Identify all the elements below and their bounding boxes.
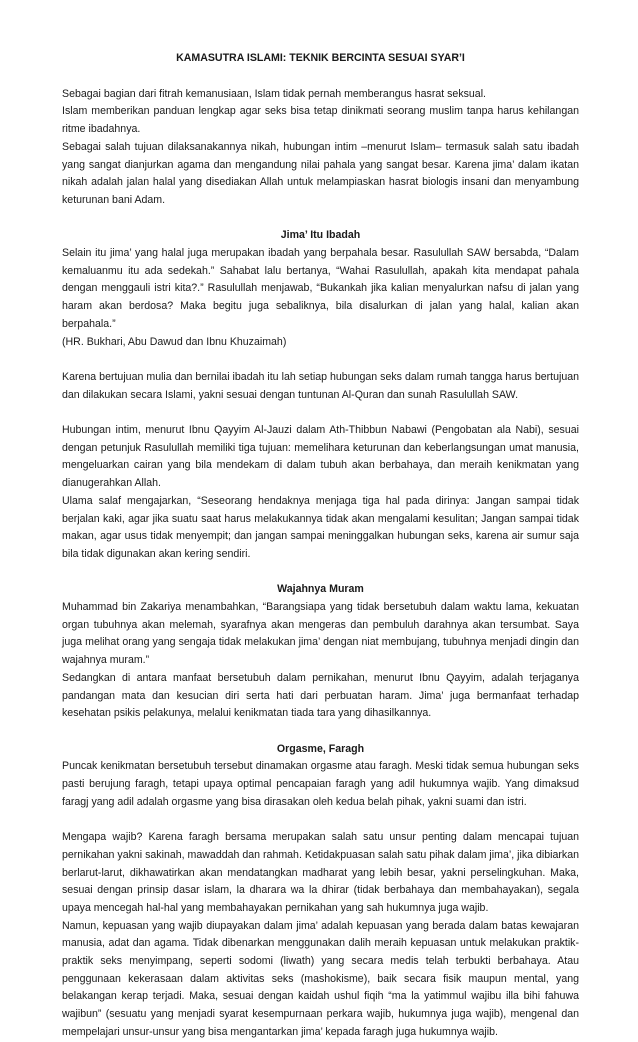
section3-paragraph-1: Puncak kenikmatan bersetubuh tersebut dinamakan orgasme atau faragh. Meski tidak semua hubungan seks pasti berujung faragh, tetapi upaya optimal pencapaian faragh yang adil hukumnya wajib. Yang dimaksud faragj yang adil adalah orgasme yang bisa dirasakan oleh kedua belah pihak, yakni suami dan istri. bbox=[62, 760, 579, 808]
section-heading-orgasme-faragh: Orgasme, Faragh bbox=[276, 742, 365, 755]
spacer bbox=[62, 723, 579, 741]
spacer bbox=[62, 811, 579, 829]
section3-paragraph-3: Namun, kepuasan yang wajib diupayakan dalam jima’ adalah kepuasan yang berada dalam batas kewajaran manusia, adat dan agama. Tidak dibenarkan menggunakan dalih meraih kepuasan untuk melakukan praktik-praktik seks menyimpang, seperti sodomi (liwath) yang secara medis telah terbukti berbahaya. Atau penggunaan kekerasaan dalam aktivitas seks (mashokisme), baik secara fisik maupun mental, yang belakangan kerap terjadi. Maka, sesuai dengan kaidah ushul fiqih “ma la yatimmul wajibu illa bihi fahuwa wajibun” (sesuatu yang menjadi syarat kesempurnaan perkara wajib, hukumnya juga wajib), mengenal dan mempelajari unsur-unsur yang bisa mengantarkan jima’ kepada faragh juga hukumnya wajib. bbox=[62, 919, 579, 1038]
document-title: KAMASUTRA ISLAMI: TEKNIK BERCINTA SESUAI SYAR’I bbox=[176, 52, 465, 64]
spacer bbox=[62, 404, 579, 422]
section1-paragraph-2: Karena bertujuan mulia dan bernilai ibadah itu lah setiap hubungan seks dalam rumah tangga harus bertujuan dan dilakukan secara Islami, yakni sesuai dengan tuntunan Al-Quran dan sunah Rasulullah SAW. bbox=[62, 370, 579, 401]
intro-paragraph-2: Islam memberikan panduan lengkap agar seks bisa tetap dinikmati seorang muslim tanpa harus kehilangan ritme ibadahnya. bbox=[62, 105, 579, 136]
section1-hadith-source: (HR. Bukhari, Abu Dawud dan Ibnu Khuzaimah) bbox=[62, 335, 287, 348]
section2-paragraph-2: Sedangkan di antara manfaat bersetubuh dalam pernikahan, menurut Ibnu Qayyim, adalah terjaganya pandangan mata dan kesucian diri serta hati dari perbuatan haram. Jima’ juga bermanfaat terhadap kesehatan psikis pelakunya, melalui kenikmatan tiada tara yang dihasilkannya. bbox=[62, 671, 579, 720]
intro-paragraph-1: Sebagai bagian dari fitrah kemanusiaan, Islam tidak pernah memberangus hasrat seksual. bbox=[62, 87, 486, 100]
section1-paragraph-1: Selain itu jima’ yang halal juga merupakan ibadah yang berpahala besar. Rasulullah SAW bersabda, “Dalam kemaluanmu itu ada sedekah.” Sahabat lalu bertanya, “Wahai Rasulullah, apakah kita mendapat pahala dengan menggauli istri kita?.” Rasulullah menjawab, “Bukankah jika kalian menyalurkan nafsu di jalan yang haram akan berdosa? Maka begitu juga sebaliknya, bila disalurkan di jalan yang halal, kalian akan berpahala.” bbox=[62, 247, 579, 330]
section-heading-wajahnya-muram: Wajahnya Muram bbox=[277, 583, 364, 596]
spacer bbox=[62, 351, 579, 369]
spacer bbox=[62, 210, 579, 228]
spacer bbox=[62, 564, 579, 582]
section1-paragraph-4: Ulama salaf mengajarkan, “Seseorang hendaknya menjaga tiga hal pada dirinya: Jangan sampai tidak berjalan kaki, agar jika suatu saat harus melakukannya tidak akan mengalami kesulitan; Jangan sampai tidak makan, agar usus tidak menyempit; dan jangan sampai meninggalkan hubungan seks, karena air sumur saja bila tidak digunakan akan kering sendiri. bbox=[62, 494, 579, 560]
section-heading-jima-itu-ibadah: Jima’ Itu Ibadah bbox=[280, 229, 361, 242]
document-page bbox=[62, 50, 579, 1042]
intro-paragraph-3: Sebagai salah tujuan dilaksanakannya nikah, hubungan intim –menurut Islam– termasuk salah satu ibadah yang sangat dianjurkan agama dan mengandung nilai pahala yang sangat besar. Karena jima’ dalam ikatan nikah adalah jalan halal yang disediakan Allah untuk melampiaskan hasrat biologis insani dan menyambung keturunan bani Adam. bbox=[62, 140, 579, 206]
section1-paragraph-3: Hubungan intim, menurut Ibnu Qayyim Al-Jauzi dalam Ath-Thibbun Nabawi (Pengobatan ala Nabi), sesuai dengan petunjuk Rasulullah memiliki tiga tujuan: memelihara keturunan dan keberlangsungan umat manusia, mengeluarkan cairan yang bila mendekam di dalam tubuh akan berbahaya, dan meraih kenikmatan yang dianugerahkan Allah. bbox=[62, 424, 579, 490]
section2-paragraph-1: Muhammad bin Zakariya menambahkan, “Barangsiapa yang tidak bersetubuh dalam waktu lama, kekuatan organ tubuhnya akan melemah, syarafnya akan mengeras dan pembuluh darahnya akan tersumbat. Saya juga melihat orang yang sengaja tidak melakukan jima’ dengan niat membujang, tubuhnya menjadi dingin dan wajahnya muram.” bbox=[62, 601, 579, 667]
section3-paragraph-2: Mengapa wajib? Karena faragh bersama merupakan salah satu unsur penting dalam mencapai tujuan pernikahan yakni sakinah, mawaddah dan rahmah. Ketidakpuasan salah satu pihak dalam jima’, jika dibiarkan berlarut-larut, dikhawatirkan akan mendatangkan madharat yang lebih besar, yakni perselingkuhan. Maka, sesuai dengan prinsip dasar islam, la dharara wa la dhirar (tidak berbahaya dan membahayakan), segala upaya mencegah hal-hal yang membahayakan pernikahan yang sah hukumnya juga wajib. bbox=[62, 831, 579, 914]
